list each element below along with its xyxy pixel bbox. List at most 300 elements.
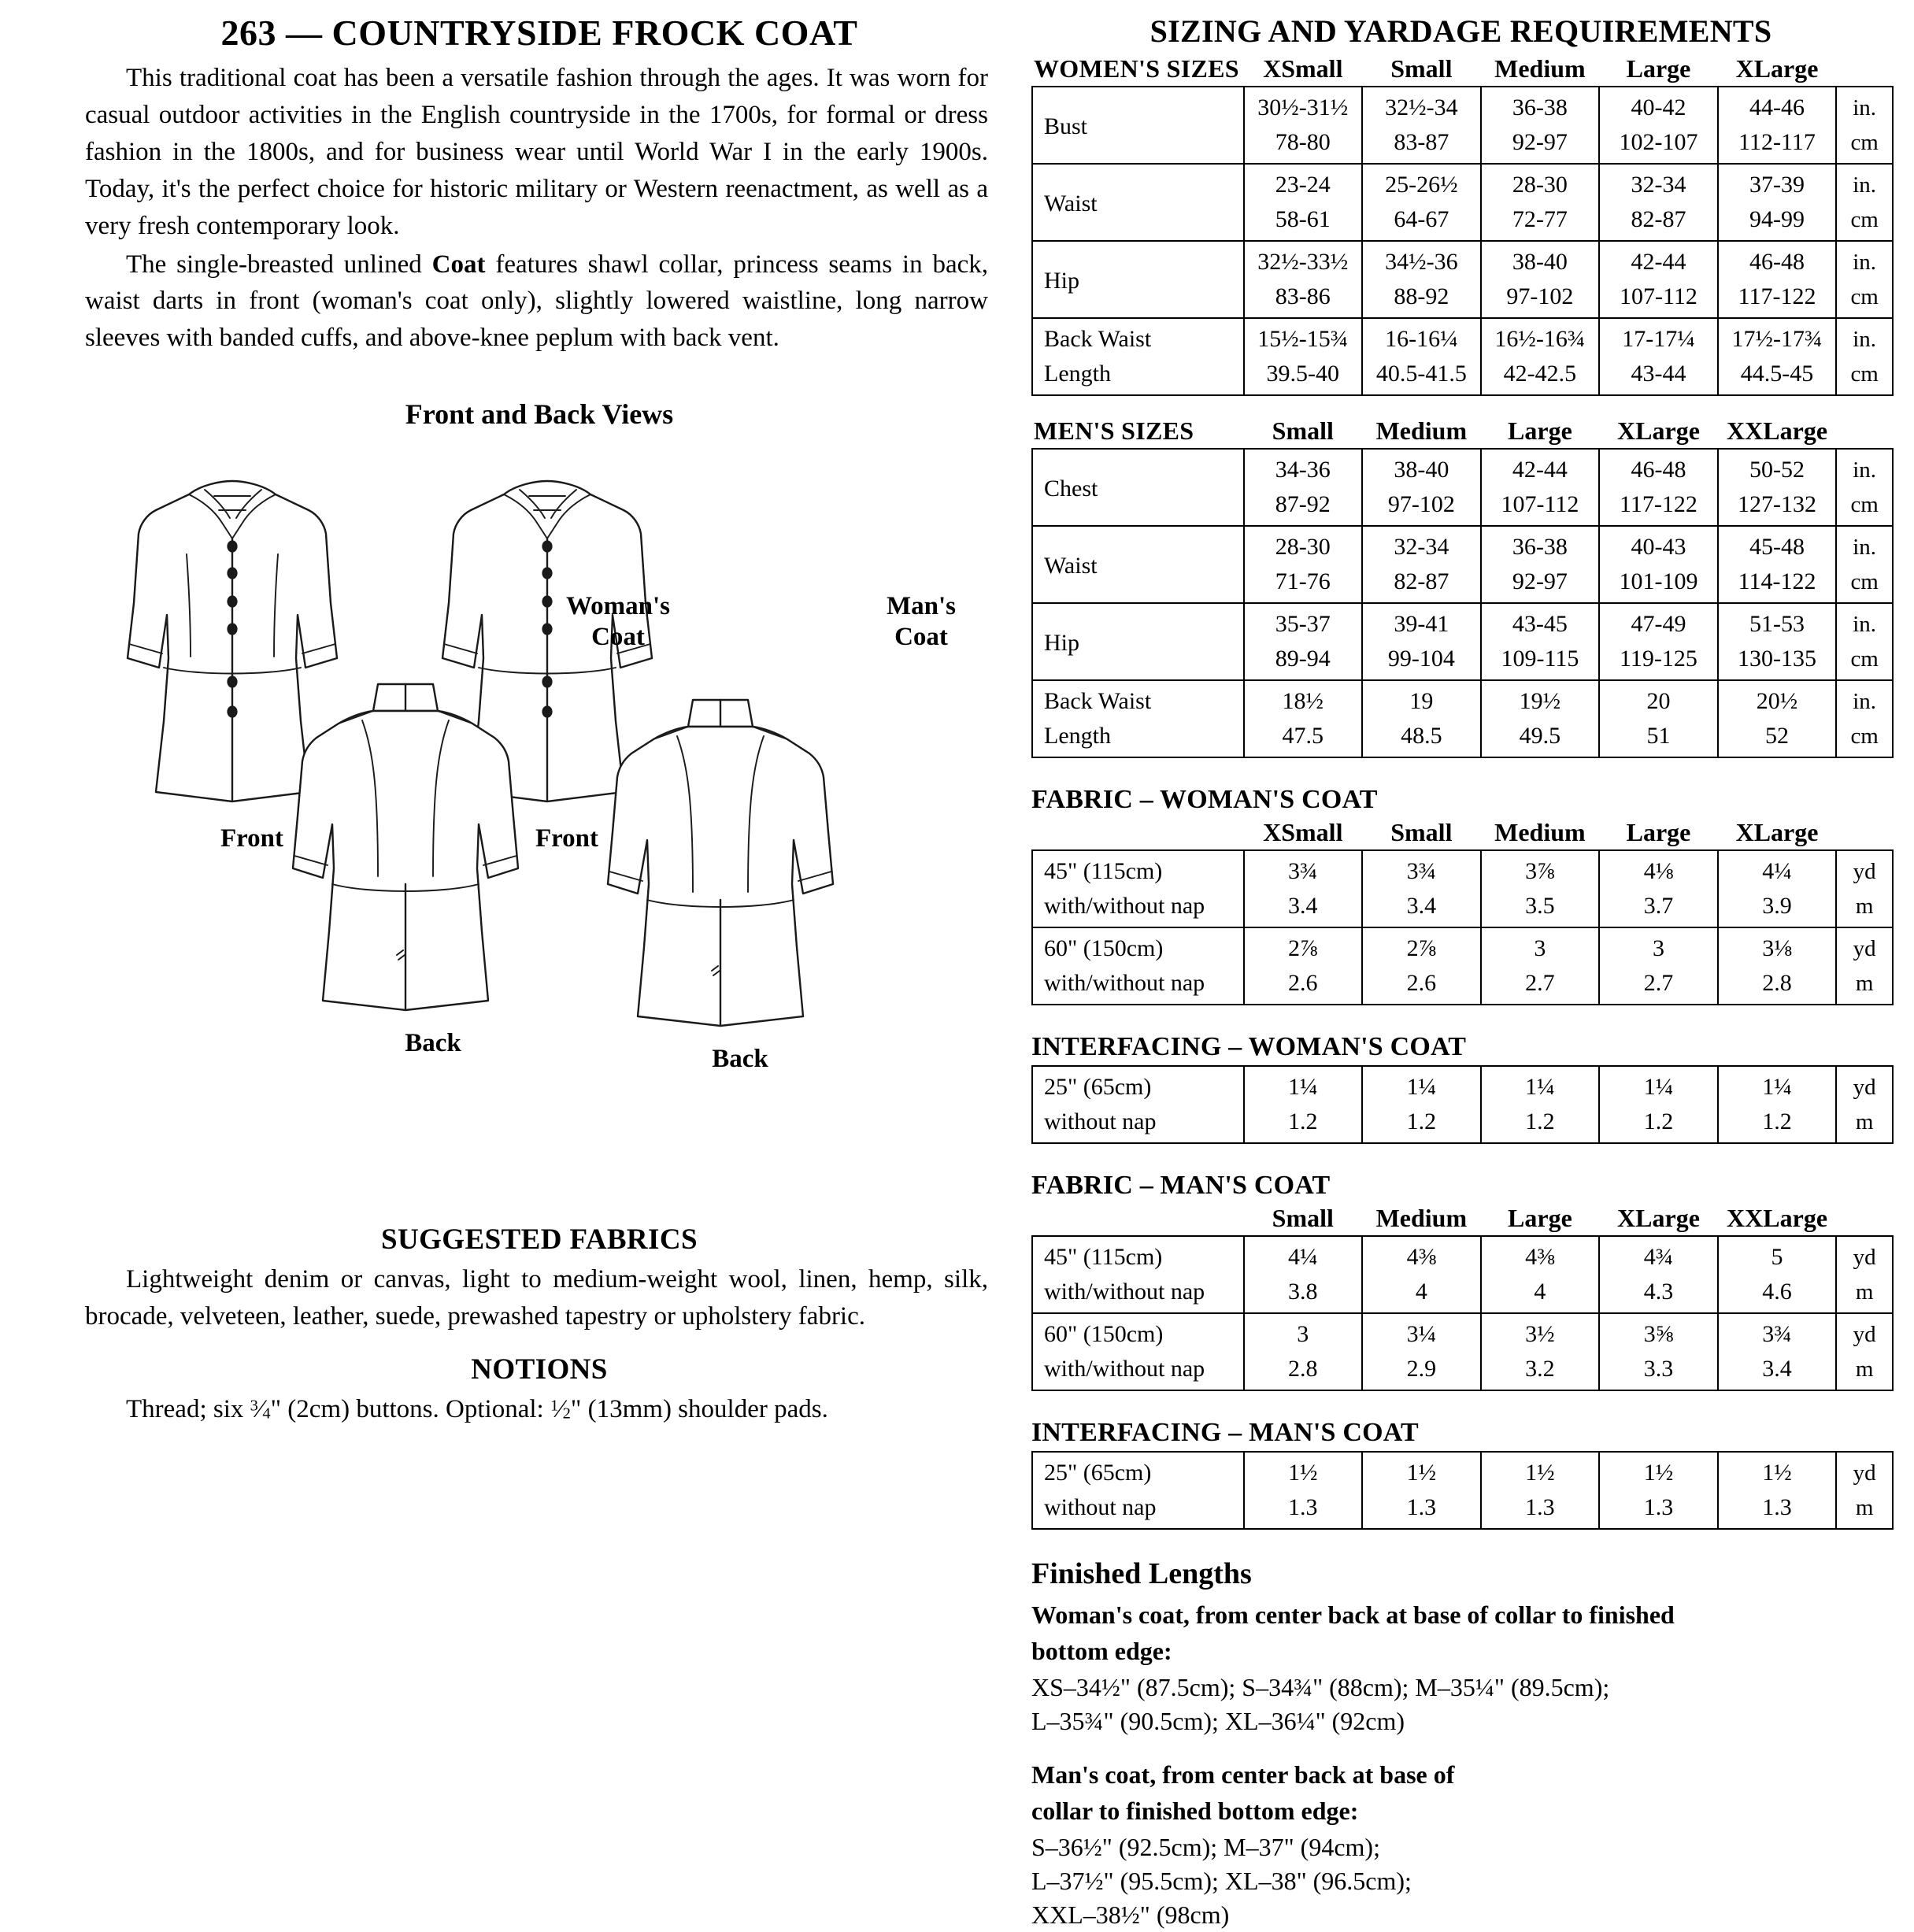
finished-lengths-man-line1: S–36½" (92.5cm); M–37" (94cm);	[1031, 1833, 1380, 1862]
cell: 20½	[1718, 680, 1837, 719]
interfacing-mans-coat-heading: INTERFACING – MAN'S COAT	[1031, 1418, 1419, 1447]
fabric-womans-size-header-xsmall: XSmall	[1263, 818, 1343, 846]
cell: 23-24	[1244, 164, 1363, 202]
cell: 43-44	[1599, 357, 1718, 395]
fabric-mans-unit-blank	[1836, 1204, 1893, 1236]
womens-size-header-small: Small	[1390, 54, 1453, 83]
cell: 42-44	[1481, 449, 1600, 487]
label-mans-coat	[854, 591, 988, 653]
cell: 83-86	[1244, 279, 1363, 318]
cell: 49.5	[1481, 719, 1600, 757]
notions-text-c: " (13mm) shoulder pads.	[570, 1394, 828, 1423]
finished-lengths-man-sub-line2: collar to finished bottom edge:	[1031, 1796, 1359, 1825]
cell: 4.3	[1599, 1275, 1718, 1313]
cell: 32-34	[1362, 526, 1481, 564]
row-label-45in: 45" (115cm)	[1032, 1236, 1244, 1275]
cell: 97-102	[1481, 279, 1600, 318]
cell: 2.7	[1599, 966, 1718, 1005]
unit-in: in.	[1836, 164, 1893, 202]
cell: 1¼	[1244, 1066, 1363, 1105]
suggested-fabrics-text: Lightweight denim or canvas, light to medium-weight wool, linen, hemp, silk, brocade, velveteen, leather, suede, prewashed tapestry or upholstery fabric.	[85, 1265, 988, 1331]
unit-in: in.	[1836, 87, 1893, 125]
cell: 119-125	[1599, 642, 1718, 680]
finished-lengths-man	[1024, 1759, 1898, 1932]
mens-size-header-large: Large	[1508, 416, 1572, 445]
cell: 35-37	[1244, 603, 1363, 642]
left-column	[0, 8, 1024, 1908]
row-label-without-nap: without nap	[1032, 1105, 1244, 1143]
cell: 1.3	[1362, 1490, 1481, 1529]
cell: 1.3	[1718, 1490, 1837, 1529]
table-row	[1032, 1452, 1893, 1490]
unit-yd: yd	[1836, 1313, 1893, 1352]
cell: 1.2	[1718, 1105, 1837, 1143]
unit-cm: cm	[1836, 642, 1893, 680]
notions-text-a: Thread; six	[126, 1394, 250, 1423]
cell: 1¼	[1481, 1066, 1600, 1105]
unit-m: m	[1836, 1105, 1893, 1143]
unit-cm: cm	[1836, 125, 1893, 164]
finished-lengths-man-line3: XXL–38½" (98cm)	[1031, 1900, 1230, 1929]
table-row	[1032, 889, 1893, 927]
cell: 1½	[1599, 1452, 1718, 1490]
cell: 3⅞	[1481, 850, 1600, 889]
table-row	[1032, 87, 1893, 125]
womens-sizes-table	[1031, 54, 1894, 396]
fabric-mans-header-row	[1032, 1204, 1893, 1236]
unit-cm: cm	[1836, 279, 1893, 318]
cell: 20	[1599, 680, 1718, 719]
cell: 4¾	[1599, 1236, 1718, 1275]
cell: 32½-33½	[1244, 241, 1363, 279]
womens-size-header-medium: Medium	[1494, 54, 1586, 83]
cell: 1.3	[1244, 1490, 1363, 1529]
unit-cm: cm	[1836, 719, 1893, 757]
cell: 3¾	[1244, 850, 1363, 889]
cell: 2.9	[1362, 1352, 1481, 1390]
cell: 51-53	[1718, 603, 1837, 642]
label-womans-coat	[543, 591, 693, 653]
table-row	[1032, 1352, 1893, 1390]
label-womans-coat-line2: Coat	[591, 623, 645, 652]
row-label-length: Length	[1032, 719, 1244, 757]
row-label-25in: 25" (65cm)	[1032, 1066, 1244, 1105]
unit-m: m	[1836, 1275, 1893, 1313]
unit-in: in.	[1836, 603, 1893, 642]
womens-sizes-body	[1032, 87, 1893, 395]
cell: 71-76	[1244, 564, 1363, 603]
cell: 64-67	[1362, 202, 1481, 241]
cell: 97-102	[1362, 487, 1481, 526]
label-womans-coat-line1: Woman's	[565, 592, 671, 621]
table-row	[1032, 850, 1893, 889]
row-label-bust: Bust	[1032, 87, 1244, 164]
cell: 3.3	[1599, 1352, 1718, 1390]
table-row	[1032, 966, 1893, 1005]
cell: 89-94	[1244, 642, 1363, 680]
cell: 3¼	[1362, 1313, 1481, 1352]
cell: 39-41	[1362, 603, 1481, 642]
cell: 1.2	[1481, 1105, 1600, 1143]
row-label-back-waist: Back Waist	[1032, 680, 1244, 719]
unit-in: in.	[1836, 526, 1893, 564]
illustration-area	[79, 434, 1000, 1205]
row-label-60in: 60" (150cm)	[1032, 1313, 1244, 1352]
cell: 32-34	[1599, 164, 1718, 202]
table-row	[1032, 1313, 1893, 1352]
cell: 42-42.5	[1481, 357, 1600, 395]
cell: 46-48	[1718, 241, 1837, 279]
cell: 3.4	[1362, 889, 1481, 927]
cell: 4	[1362, 1275, 1481, 1313]
notions-frac-a-den: 4	[262, 1405, 271, 1423]
cell: 72-77	[1481, 202, 1600, 241]
table-row	[1032, 1066, 1893, 1105]
finished-lengths-woman-line2: L–35¾" (90.5cm); XL–36¼" (92cm)	[1031, 1707, 1405, 1736]
sizing-yardage-heading: SIZING AND YARDAGE REQUIREMENTS	[1150, 13, 1772, 49]
mens-sizes-label: MEN'S SIZES	[1034, 416, 1194, 445]
fabric-womans-label-blank	[1032, 818, 1244, 850]
cell: 25-26½	[1362, 164, 1481, 202]
cell: 47-49	[1599, 603, 1718, 642]
cell: 3.5	[1481, 889, 1600, 927]
cell: 1½	[1244, 1452, 1363, 1490]
fabric-mans-size-header-xxlarge: XXLarge	[1727, 1204, 1828, 1232]
interfacing-mans-coat-table	[1031, 1451, 1894, 1530]
cell: 36-38	[1481, 87, 1600, 125]
unit-m: m	[1836, 1490, 1893, 1529]
cell: 94-99	[1718, 202, 1837, 241]
cell: 3.4	[1718, 1352, 1837, 1390]
label-mans-coat-line2: Coat	[894, 623, 948, 652]
table-row	[1032, 1490, 1893, 1529]
description-paragraph-2	[79, 246, 1000, 357]
cell: 4	[1481, 1275, 1600, 1313]
mens-sizes-header-row	[1032, 416, 1893, 449]
cell: 40-42	[1599, 87, 1718, 125]
fabric-mans-size-header-xlarge: XLarge	[1617, 1204, 1700, 1232]
cell: 117-122	[1718, 279, 1837, 318]
table-row	[1032, 1236, 1893, 1275]
table-row	[1032, 449, 1893, 487]
mans-coat-back-illustration	[583, 678, 858, 1048]
cell: 1.2	[1362, 1105, 1481, 1143]
row-label-waist: Waist	[1032, 164, 1244, 241]
cell: 1½	[1718, 1452, 1837, 1490]
row-label-nap: with/without nap	[1032, 966, 1244, 1005]
unit-yd: yd	[1836, 1236, 1893, 1275]
table-row	[1032, 241, 1893, 279]
cell: 40-43	[1599, 526, 1718, 564]
cell: 39.5-40	[1244, 357, 1363, 395]
cell: 36-38	[1481, 526, 1600, 564]
table-row	[1032, 603, 1893, 642]
label-mans-coat-line1: Man's	[886, 592, 956, 621]
finished-lengths-woman	[1024, 1599, 1898, 1738]
cell: 46-48	[1599, 449, 1718, 487]
cell: 19	[1362, 680, 1481, 719]
unit-in: in.	[1836, 449, 1893, 487]
cell: 1.3	[1481, 1490, 1600, 1529]
unit-in: in.	[1836, 680, 1893, 719]
cell: 1½	[1481, 1452, 1600, 1490]
fabric-mans-size-header-medium: Medium	[1375, 1204, 1468, 1232]
womens-size-header-large: Large	[1626, 54, 1691, 83]
row-label-waist: Waist	[1032, 526, 1244, 603]
cell: 87-92	[1244, 487, 1363, 526]
cell: 2.6	[1362, 966, 1481, 1005]
table-row	[1032, 357, 1893, 395]
para2-bold-coat: Coat	[431, 250, 486, 279]
views-heading: Front and Back Views	[405, 398, 674, 431]
cell: 127-132	[1718, 487, 1837, 526]
notions-frac-b-num: 1	[550, 1397, 559, 1415]
cell: 4⅜	[1481, 1236, 1600, 1275]
mens-size-header-small: Small	[1272, 416, 1334, 445]
row-label-hip: Hip	[1032, 603, 1244, 680]
unit-yd: yd	[1836, 1452, 1893, 1490]
mens-size-header-xlarge: XLarge	[1617, 416, 1700, 445]
table-row	[1032, 680, 1893, 719]
mens-size-header-xxlarge: XXLarge	[1727, 416, 1828, 445]
finished-lengths-woman-line1: XS–34½" (87.5cm); S–34¾" (88cm); M–35¼" (89.5cm);	[1031, 1673, 1610, 1702]
finished-lengths-man-sub-line1: Man's coat, from center back at base of	[1031, 1760, 1455, 1789]
cell: 17½-17¾	[1718, 318, 1837, 357]
cell: 3.7	[1599, 889, 1718, 927]
notions-frac-b-den: 2	[562, 1405, 571, 1423]
mens-sizes-body	[1032, 449, 1893, 757]
cell: 101-109	[1599, 564, 1718, 603]
cell: 5	[1718, 1236, 1837, 1275]
fabric-mans-size-header-large: Large	[1508, 1204, 1572, 1232]
row-label-without-nap: without nap	[1032, 1490, 1244, 1529]
row-label-nap: with/without nap	[1032, 1352, 1244, 1390]
notions-text: Thread; six $^3⁄_4$" (2cm) buttons. Optional: $^1⁄_2$" (13mm) shoulder pads.	[126, 1394, 828, 1423]
description-paragraph-1: This traditional coat has been a versatile fashion through the ages. It was worn for casual outdoor activities in the English countryside in the 1700s, for formal or dress fashion in the 1800s, and for business wear until World War I in the early 1900s. Today, it's the perfect choice for historic military or Western reenactment, as well as a very fresh contemporary look.	[85, 64, 988, 240]
fabric-mans-size-header-small: Small	[1272, 1204, 1334, 1232]
cell: 102-107	[1599, 125, 1718, 164]
mens-unit-header-blank	[1836, 416, 1893, 449]
cell: 3¾	[1362, 850, 1481, 889]
page-title: 263 — COUNTRYSIDE FROCK COAT	[220, 13, 858, 53]
cell: 40.5-41.5	[1362, 357, 1481, 395]
cell: 48.5	[1362, 719, 1481, 757]
cell: 1.2	[1244, 1105, 1363, 1143]
cell: 3.2	[1481, 1352, 1600, 1390]
cell: 107-112	[1481, 487, 1600, 526]
womens-unit-header-blank	[1836, 54, 1893, 87]
cell: 51	[1599, 719, 1718, 757]
cell: 43-45	[1481, 603, 1600, 642]
unit-yd: yd	[1836, 927, 1893, 966]
table-row	[1032, 1275, 1893, 1313]
cell: 38-40	[1481, 241, 1600, 279]
cell: 3.4	[1244, 889, 1363, 927]
womens-sizes-header-row	[1032, 54, 1893, 87]
mens-size-header-medium: Medium	[1375, 416, 1468, 445]
unit-m: m	[1836, 966, 1893, 1005]
fabric-womans-unit-blank	[1836, 818, 1893, 850]
label-mans-back: Back	[712, 1045, 768, 1074]
finished-lengths-heading: Finished Lengths	[1031, 1557, 1252, 1590]
finished-lengths-woman-sub-line1: Woman's coat, from center back at base of collar to finished	[1031, 1601, 1675, 1629]
cell: 45-48	[1718, 526, 1837, 564]
cell: 1.2	[1599, 1105, 1718, 1143]
label-mans-front: Front	[535, 824, 599, 853]
cell: 42-44	[1599, 241, 1718, 279]
cell: 3	[1244, 1313, 1363, 1352]
cell: 38-40	[1362, 449, 1481, 487]
para2-pre: The single-breasted unlined	[126, 250, 432, 279]
cell: 2.7	[1481, 966, 1600, 1005]
cell: 2⅞	[1362, 927, 1481, 966]
fabric-mans-label-blank	[1032, 1204, 1244, 1236]
unit-m: m	[1836, 1352, 1893, 1390]
cell: 2.8	[1718, 966, 1837, 1005]
row-label-25in: 25" (65cm)	[1032, 1452, 1244, 1490]
cell: 28-30	[1244, 526, 1363, 564]
cell: 34-36	[1244, 449, 1363, 487]
fabric-mans-body	[1032, 1236, 1893, 1390]
cell: 3	[1481, 927, 1600, 966]
cell: 82-87	[1599, 202, 1718, 241]
fabric-womans-size-header-xlarge: XLarge	[1735, 818, 1819, 846]
cell: 32½-34	[1362, 87, 1481, 125]
cell: 92-97	[1481, 125, 1600, 164]
unit-yd: yd	[1836, 850, 1893, 889]
row-label-length: Length	[1032, 357, 1244, 395]
cell: 2.8	[1244, 1352, 1363, 1390]
interfacing-womans-coat-heading: INTERFACING – WOMAN'S COAT	[1031, 1032, 1467, 1061]
notions-heading: NOTIONS	[471, 1353, 608, 1386]
mens-sizes-table	[1031, 416, 1894, 758]
cell: 109-115	[1481, 642, 1600, 680]
unit-cm: cm	[1836, 357, 1893, 395]
right-column	[1024, 8, 1914, 1929]
fabric-womans-size-header-medium: Medium	[1494, 818, 1586, 846]
table-row	[1032, 318, 1893, 357]
table-row	[1032, 1105, 1893, 1143]
cell: 17-17¼	[1599, 318, 1718, 357]
cell: 18½	[1244, 680, 1363, 719]
cell: 3.8	[1244, 1275, 1363, 1313]
unit-cm: cm	[1836, 564, 1893, 603]
table-row	[1032, 927, 1893, 966]
cell: 16-16¼	[1362, 318, 1481, 357]
cell: 15½-15¾	[1244, 318, 1363, 357]
label-womans-front: Front	[220, 824, 284, 853]
para2-post: features shawl collar, princess seams in back, waist darts in front (woman's coat only), slightly lowered waistline, long narrow sleeves with banded cuffs, and above-knee peplum with back vent.	[85, 250, 989, 353]
unit-cm: cm	[1836, 202, 1893, 241]
cell: 4¼	[1718, 850, 1837, 889]
cell: 1¼	[1718, 1066, 1837, 1105]
cell: 19½	[1481, 680, 1600, 719]
cell: 112-117	[1718, 125, 1837, 164]
fabric-mans-coat-table	[1031, 1204, 1894, 1391]
fabric-mans-coat-heading: FABRIC – MAN'S COAT	[1031, 1171, 1331, 1200]
row-label-60in: 60" (150cm)	[1032, 927, 1244, 966]
row-label-nap: with/without nap	[1032, 889, 1244, 927]
table-row	[1032, 719, 1893, 757]
fabric-womans-coat-heading: FABRIC – WOMAN'S COAT	[1031, 785, 1378, 814]
cell: 83-87	[1362, 125, 1481, 164]
cell: 82-87	[1362, 564, 1481, 603]
cell: 28-30	[1481, 164, 1600, 202]
unit-cm: cm	[1836, 487, 1893, 526]
interfacing-mans-body	[1032, 1452, 1893, 1529]
cell: 4.6	[1718, 1275, 1837, 1313]
cell: 1.3	[1599, 1490, 1718, 1529]
notions-frac-a-num: 3	[250, 1397, 258, 1415]
cell: 50-52	[1718, 449, 1837, 487]
cell: 16½-16¾	[1481, 318, 1600, 357]
row-label-back-waist: Back Waist	[1032, 318, 1244, 357]
cell: 44.5-45	[1718, 357, 1837, 395]
cell: 78-80	[1244, 125, 1363, 164]
cell: 1¼	[1362, 1066, 1481, 1105]
cell: 47.5	[1244, 719, 1363, 757]
label-womans-back: Back	[405, 1029, 461, 1058]
cell: 130-135	[1718, 642, 1837, 680]
fabric-womans-size-header-small: Small	[1390, 818, 1453, 846]
cell: 3⅝	[1599, 1313, 1718, 1352]
interfacing-womans-body	[1032, 1066, 1893, 1143]
suggested-fabrics-heading: SUGGESTED FABRICS	[381, 1223, 698, 1257]
womens-size-header-xlarge: XLarge	[1735, 54, 1819, 83]
cell: 3⅛	[1718, 927, 1837, 966]
unit-in: in.	[1836, 241, 1893, 279]
womens-size-header-xsmall: XSmall	[1263, 54, 1343, 83]
unit-in: in.	[1836, 318, 1893, 357]
fabric-womans-body	[1032, 850, 1893, 1005]
cell: 3¾	[1718, 1313, 1837, 1352]
cell: 30½-31½	[1244, 87, 1363, 125]
unit-m: m	[1836, 889, 1893, 927]
unit-yd: yd	[1836, 1066, 1893, 1105]
cell: 2⅞	[1244, 927, 1363, 966]
cell: 3.9	[1718, 889, 1837, 927]
finished-lengths-woman-sub-line2: bottom edge:	[1031, 1636, 1172, 1665]
cell: 99-104	[1362, 642, 1481, 680]
cell: 107-112	[1599, 279, 1718, 318]
cell: 34½-36	[1362, 241, 1481, 279]
cell: 1¼	[1599, 1066, 1718, 1105]
cell: 114-122	[1718, 564, 1837, 603]
womens-sizes-label: WOMEN'S SIZES	[1034, 54, 1239, 83]
row-label-nap: with/without nap	[1032, 1275, 1244, 1313]
cell: 37-39	[1718, 164, 1837, 202]
cell: 4¼	[1244, 1236, 1363, 1275]
fabric-womans-coat-table	[1031, 818, 1894, 1005]
row-label-45in: 45" (115cm)	[1032, 850, 1244, 889]
row-label-chest: Chest	[1032, 449, 1244, 526]
cell: 117-122	[1599, 487, 1718, 526]
table-row	[1032, 526, 1893, 564]
row-label-hip: Hip	[1032, 241, 1244, 318]
fabric-womans-size-header-large: Large	[1626, 818, 1691, 846]
cell: 4⅛	[1599, 850, 1718, 889]
cell: 44-46	[1718, 87, 1837, 125]
cell: 58-61	[1244, 202, 1363, 241]
cell: 1½	[1362, 1452, 1481, 1490]
cell: 4⅜	[1362, 1236, 1481, 1275]
cell: 3½	[1481, 1313, 1600, 1352]
cell: 92-97	[1481, 564, 1600, 603]
cell: 2.6	[1244, 966, 1363, 1005]
cell: 3	[1599, 927, 1718, 966]
fabric-womans-header-row	[1032, 818, 1893, 850]
interfacing-womans-coat-table	[1031, 1065, 1894, 1144]
